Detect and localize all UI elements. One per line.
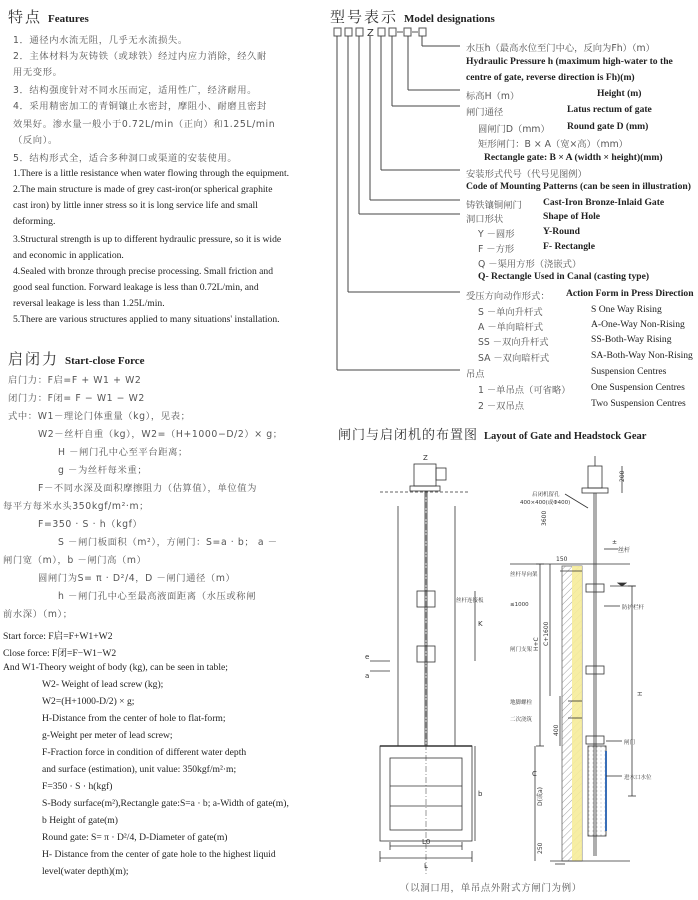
label-slot-size: 400×400(或Φ400) [520, 500, 571, 506]
label-a: a [365, 672, 370, 680]
feature-en-line: 4.Sealed with bronze through precise processing. Small friction and [13, 266, 274, 277]
force-en-line: S-Body surface(m²),Rectangle gate:S=a · b; a-Width of gate(m), [42, 798, 289, 809]
model-item-cn: A －单向暗杆式 [478, 322, 544, 333]
label-dim-g1000: ≤1000 [510, 602, 529, 608]
model-item-cn: S －单向升杆式 [478, 307, 543, 318]
feature-en-line: reversal leakage is less than 1.25L/min. [13, 298, 165, 309]
feature-cn-line: 3．结构强度针对不同水压而定，适用性广，经济耐用。 [13, 85, 258, 96]
feature-cn-line: （反向）。 [13, 135, 58, 146]
label-slot: 启闭机留孔 [532, 492, 560, 498]
layout-heading [338, 424, 646, 443]
model-title-cn: 型号表示 [330, 8, 399, 26]
model-item-en: S One Way Rising [591, 304, 662, 315]
model-code-tree [330, 26, 470, 416]
force-en-line: Close force: F闭=F−W1−W2 [3, 648, 117, 659]
model-item-cn: SA －双向暗杆式 [478, 353, 550, 364]
label-rod-joint: 丝杆连接板 [456, 598, 484, 604]
force-cn-line: F－不同水深及面积摩擦阻力（估算值），单位值为 [38, 483, 258, 494]
force-cn-line: 圆闸门为S= π · D²/4，D －闸门通径（m） [38, 573, 236, 584]
model-item-en: SA-Both-Way Non-Rising [591, 350, 693, 361]
front-view [370, 464, 475, 876]
model-heading [330, 6, 495, 27]
model-item-cn: 1 －单吊点（可省略） [478, 385, 571, 396]
features-heading [8, 6, 89, 27]
label-hand-rail: 防护栏杆 [622, 605, 645, 611]
model-item-en: Code of Mounting Patterns (can be seen in illustration) [466, 181, 691, 192]
features-title-en: Features [48, 13, 89, 25]
label-d-ge: D(或a) [537, 787, 544, 806]
force-en-line: b Height of gate(m) [42, 815, 118, 826]
feature-en-line: 1.There is a little resistance when water flowing through the equipment. [13, 168, 290, 179]
force-cn-line: h －闸门孔中心至最高液面距离（水压或称闸 [58, 591, 257, 602]
model-item-cn: 铸铁镶铜闸门 [466, 200, 522, 211]
force-en-line: H- Distance from the center of gate hole to the highest liquid [42, 849, 276, 860]
model-item-en: A-One-Way Non-Rising [591, 319, 685, 330]
force-en-line: W2- Weight of lead screw (kg); [42, 679, 164, 690]
label-gate: 闸门 [624, 740, 636, 746]
feature-cn-line: 用无变形。 [13, 67, 63, 78]
feature-en-line: 3.Structural strength is up to different hydraulic pressure, so it is wide [13, 234, 282, 245]
model-item-cn: Q －渠用方形（浇嵌式） [478, 259, 582, 270]
layout-drawing [360, 446, 696, 876]
section-view [510, 456, 636, 864]
model-item-cn: 吊点 [466, 369, 485, 380]
feature-en-line: 5.There are various structures applied to many situations' installation. [13, 314, 280, 325]
model-item-cn: SS －双向升杆式 [478, 337, 549, 348]
model-item-cn: 矩形闸门：B × A（宽×高）（mm） [478, 139, 628, 150]
model-item-en: Shape of Hole [543, 211, 601, 222]
label-c: C [532, 770, 537, 778]
label-k: K [478, 620, 483, 628]
model-item-cn: 标高H（m） [466, 91, 520, 102]
model-item-en: SS-Both-Way Rising [591, 334, 672, 345]
model-item-en: Hydraulic Pressure h (maximum high-water to the [466, 56, 673, 67]
label-dim-400: 400 [553, 724, 560, 736]
force-cn-line: 闭门力：F闭= F − W1 − W2 [8, 393, 145, 404]
force-en-line: Round gate: S= π · D²/4, D-Diameter of gate(m) [42, 832, 228, 843]
label-secondary: 二次浇筑 [510, 717, 533, 723]
feature-cn-line: 4．采用精密加工的青铜镶止水密封，摩阻小、耐磨且密封 [13, 101, 267, 112]
label-gate-frame: 闸门支架 [510, 647, 533, 653]
layout-title-cn: 闸门与启闭机的布置图 [338, 428, 479, 443]
model-item-en: Q- Rectangle Used in Canal (casting type) [478, 271, 650, 282]
force-en-line: H-Distance from the center of hole to flat-form; [42, 713, 226, 724]
model-item-cn: 受压方向动作形式： [466, 291, 550, 302]
model-item-en: F- Rectangle [543, 241, 595, 252]
force-en-line: W2=(H+1000-D/2) × g; [42, 696, 135, 707]
model-item-cn: Y －圆形 [478, 229, 515, 240]
label-e: e [365, 653, 370, 661]
force-heading [8, 348, 145, 369]
force-en-line: level(water depth)(m); [42, 866, 129, 877]
model-item-en: Round gate D (mm) [567, 121, 649, 132]
force-cn-line: H －闸门孔中心至平台距离； [58, 447, 188, 458]
label-dim-3600: 3600 [541, 510, 548, 526]
label-b: b [478, 790, 483, 798]
model-item-en: Y-Round [543, 226, 580, 237]
force-title-cn: 启闭力 [8, 350, 60, 368]
force-en-line: Start force: F启=F+W1+W2 [3, 631, 113, 642]
force-cn-line: F=350 · S · h（kgf） [38, 519, 143, 530]
model-item-cn: 洞口形状 [466, 214, 504, 225]
force-cn-line: g －为丝杆每米重； [58, 465, 148, 476]
label-dim-150: 150 [556, 556, 568, 563]
model-item-en: Height (m) [597, 88, 642, 99]
label-bolt: 地脚螺栓 [510, 700, 533, 706]
force-en-line: and surface (estimation), unit value: 350kgf/m²·m; [42, 764, 237, 775]
force-en-line: F=350 · S · h(kgf) [42, 781, 113, 792]
force-en-line: g-Weight per meter of lead screw; [42, 730, 173, 741]
feature-en-line: and economic in application. [13, 250, 124, 261]
model-item-en: Action Form in Press Direction [566, 288, 694, 299]
force-title-en: Start-close Force [65, 355, 145, 367]
feature-cn-line: 效果好。渗水量一般小于0.72L/min（正向）和1.25L/min [13, 119, 276, 130]
model-item-en: Two Suspension Centres [591, 398, 686, 409]
model-item-cn: 闸门通径 [466, 107, 504, 118]
label-dim-200: 200 [619, 470, 626, 482]
label-hc: H+C [533, 637, 540, 651]
model-item-cn: 2 －双吊点 [478, 401, 525, 412]
force-en-line: F-Fraction force in condition of different water depth [42, 747, 247, 758]
model-item-cn: 圆闸门D（mm） [478, 124, 550, 135]
label-rod: 丝杆 [618, 547, 631, 554]
feature-cn-line: 1．通径内水流无阻，几乎无水流损失。 [13, 35, 188, 46]
label-water: 进水口水位 [624, 775, 652, 781]
force-en-line: And W1-Theory weight of body (kg), can be seen in table; [3, 662, 228, 673]
label-z: Z [423, 454, 428, 462]
model-code-letter: Z [367, 28, 374, 39]
label-l: L [424, 862, 428, 870]
force-cn-line: 每平方每米水头350kgf/m²·m； [3, 501, 150, 512]
model-item-en: Latus rectum of gate [567, 104, 652, 115]
feature-cn-line: 5．结构形式全，适合多种洞口或渠道的安装使用。 [13, 153, 238, 164]
label-rod-guide: 丝杆导向架 [510, 572, 538, 578]
force-cn-line: 式中：W1－理论门体重量（kg），见表； [8, 411, 191, 422]
label-h: H [637, 691, 644, 696]
feature-en-line: cast iron) by little inner stress so it is long service life and small [13, 200, 258, 211]
layout-caption: （以洞口用，单吊点外附式方闸门为例） [400, 883, 582, 894]
feature-en-line: 2.The main structure is made of grey cast-iron(or spherical graphite [13, 184, 273, 195]
model-title-en: Model designations [404, 13, 495, 25]
model-item-cn: F －方形 [478, 244, 515, 255]
force-cn-line: 前水深）（m）； [3, 609, 73, 620]
feature-en-line: good seal function. Forward leakage is less than 0.72L/min, and [13, 282, 259, 293]
model-item-en: One Suspension Centres [591, 382, 685, 393]
model-item-cn: 水压h（最高水位至门中心，反向为Fh）（m） [466, 43, 655, 54]
model-item-en: centre of gate, reverse direction is Fh)(m) [466, 72, 635, 83]
force-cn-line: 启门力：F启=F + W1 + W2 [8, 375, 142, 386]
features-title-cn: 特点 [8, 8, 43, 26]
model-item-cn: 安装形式代号（代号见图例） [466, 169, 587, 180]
feature-en-line: deforming. [13, 216, 56, 227]
layout-title-en: Layout of Gate and Headstock Gear [484, 431, 647, 442]
label-dim-250: 250 [537, 842, 544, 854]
model-item-en: Rectangle gate: B × A (width × height)(mm) [484, 152, 663, 163]
force-cn-line: 闸门宽（m），b －闸门高（m） [3, 555, 147, 566]
force-cn-line: W2－丝杆自重（kg），W2=（H+1000−D/2）× g； [38, 429, 283, 440]
model-item-en: Suspension Centres [591, 366, 667, 377]
label-level: ± [612, 539, 618, 546]
feature-cn-line: 2．主体材料为灰铸铁（或球铁）经过内应力消除，经久耐 [13, 51, 267, 62]
label-l0: L0 [422, 838, 431, 846]
force-cn-line: S －闸门板面积（m²），方闸门：S=a · b； a － [58, 537, 278, 548]
label-dim-c1600: C+1600 [543, 621, 550, 646]
model-item-en: Cast-Iron Bronze-Inlaid Gate [543, 197, 665, 208]
